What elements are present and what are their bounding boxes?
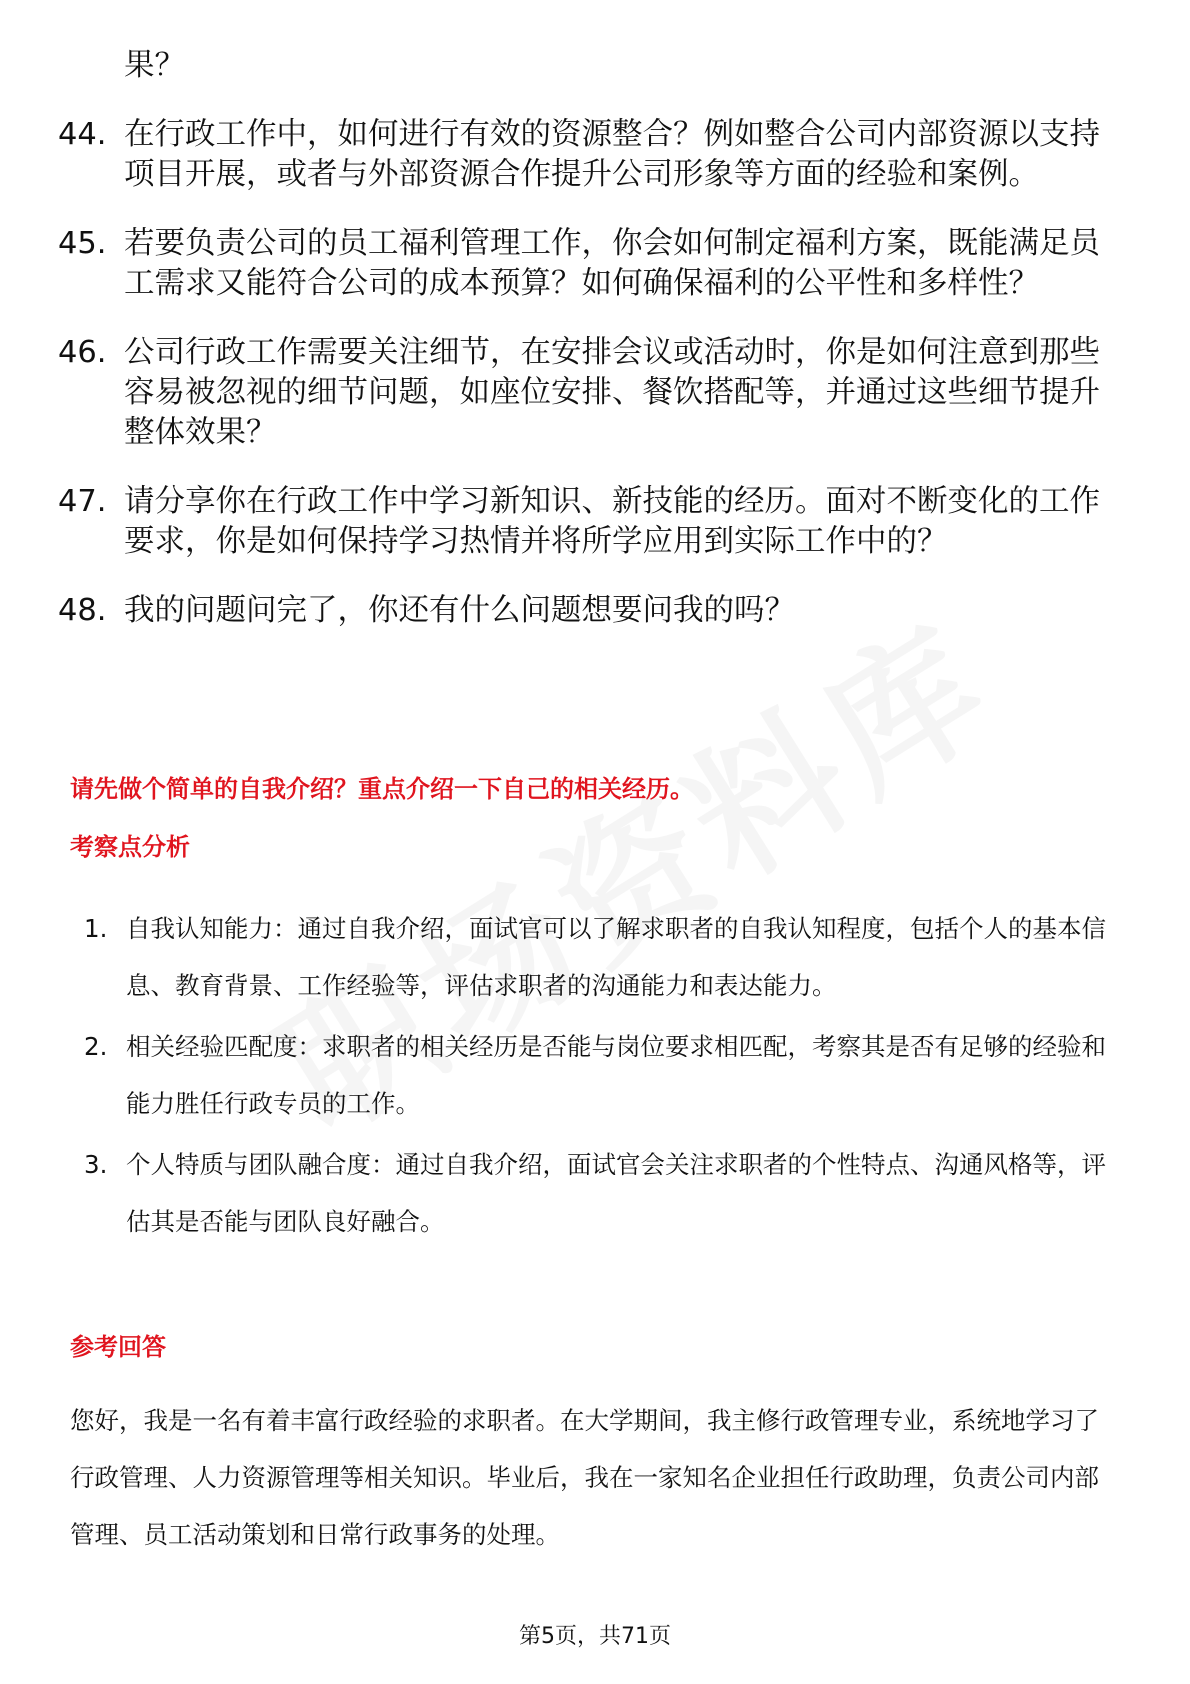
reference-answer-text: 您好，我是一名有着丰富行政经验的求职者。在大学期间，我主修行政管理专业，系统地学习了行政管理、人力资源管理等相关知识。毕业后，我在一家知名企业担任行政助理，负责公司内部管理、员工活动策划和日常行政事务的处理。 [70, 1406, 1099, 1549]
point-number: 2. [84, 1032, 108, 1061]
question-item [58, 482, 1118, 562]
analysis-point [84, 900, 1124, 1014]
question-text: 我的问题问完了，你还有什么问题想要问我的吗？ [124, 593, 795, 628]
point-text: 个人特质与团队融合度：通过自我介绍，面试官会关注求职者的个性特点、沟通风格等，评估其是否能与团队良好融合。 [126, 1150, 1106, 1236]
analysis-point [84, 1018, 1124, 1132]
point-number: 3. [84, 1150, 108, 1179]
question-text: 在行政工作中，如何进行有效的资源整合？例如整合公司内部资源以支持项目开展，或者与外部资源合作提升公司形象等方面的经验和案例。 [124, 117, 1100, 192]
analysis-point [84, 1136, 1124, 1250]
question-item [58, 224, 1118, 304]
question-text: 请分享你在行政工作中学习新知识、新技能的经历。面对不断变化的工作要求，你是如何保持学习热情并将所学应用到实际工作中的？ [124, 484, 1100, 559]
page-footer: 第5页，共71页 [519, 1624, 671, 1649]
question-text: 若要负责公司的员工福利管理工作，你会如何制定福利方案，既能满足员工需求又能符合公司的成本预算？如何确保福利的公平性和多样性？ [124, 226, 1100, 301]
question-item [58, 115, 1118, 195]
question-number: 48. [58, 593, 107, 628]
question-number: 44. [58, 117, 107, 152]
analysis-points [84, 900, 1124, 1254]
point-number: 1. [84, 914, 108, 943]
question-number: 46. [58, 335, 107, 370]
question-number: 45. [58, 226, 107, 261]
question-continuation: 果？ [124, 48, 185, 83]
reference-answer-heading: 参考回答 [70, 1333, 166, 1361]
question-item [58, 591, 1118, 631]
point-text: 自我认知能力：通过自我介绍，面试官可以了解求职者的自我认知程度，包括个人的基本信息、教育背景、工作经验等，评估求职者的沟通能力和表达能力。 [126, 914, 1106, 1000]
question-item [58, 333, 1118, 453]
interview-question-heading: 请先做个简单的自我介绍？重点介绍一下自己的相关经历。 [70, 775, 694, 803]
question-list [58, 46, 1118, 660]
analysis-heading: 考察点分析 [70, 833, 190, 861]
point-text: 相关经验匹配度：求职者的相关经历是否能与岗位要求相匹配，考察其是否有足够的经验和能力胜任行政专员的工作。 [126, 1032, 1106, 1118]
question-number: 47. [58, 484, 107, 519]
question-text: 公司行政工作需要关注细节，在安排会议或活动时，你是如何注意到那些容易被忽视的细节问题，如座位安排、餐饮搭配等，并通过这些细节提升整体效果？ [124, 335, 1100, 450]
